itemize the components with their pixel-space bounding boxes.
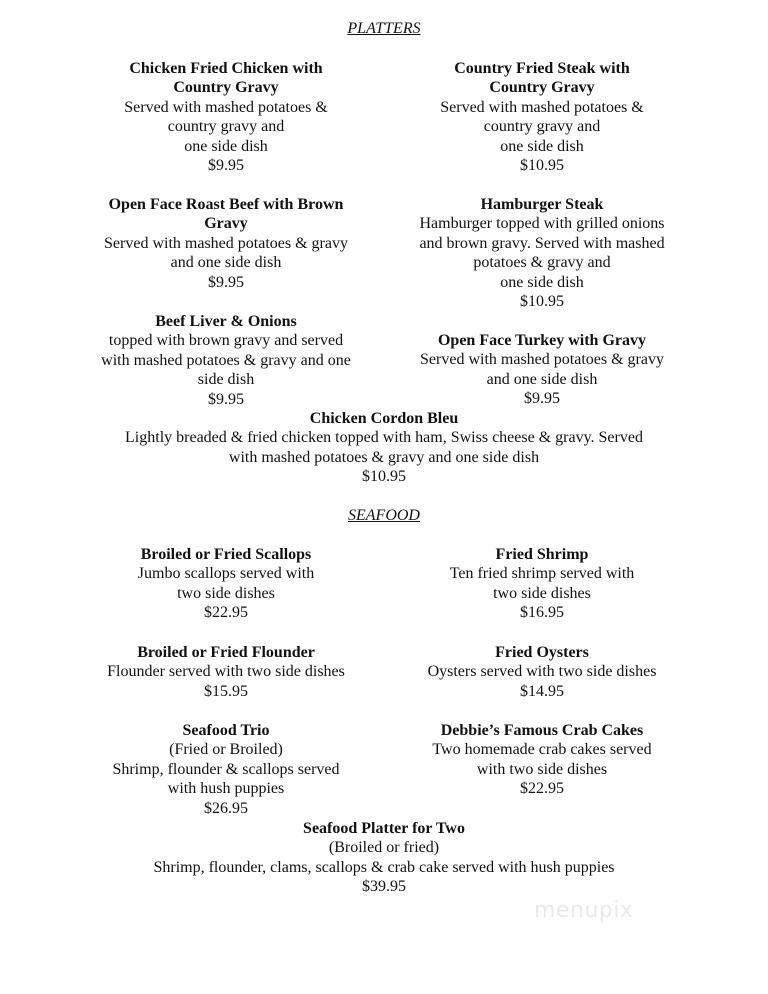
menupix-watermark: menupix [534,898,634,923]
item-price: $9.95 [208,157,244,175]
item-description: one side dish [500,137,584,155]
item-description: Lightly breaded & fried chicken topped with ham, Swiss cheese & gravy. Served [125,429,643,447]
item-description: with two side dishes [476,760,608,778]
item-description: Shrimp, flounder, clams, scallops & crab cake served with hush puppies [153,858,615,876]
item-name: Broiled or Fried Flounder [137,644,315,661]
item-price: $9.95 [208,390,244,408]
item-description: topped with brown gravy and served [108,332,344,350]
item-name: Hamburger Steak [480,196,604,213]
item-description: country gravy and [483,118,601,136]
item-price: $16.95 [520,604,564,622]
item-description: two side dishes [493,584,591,602]
item-price: $22.95 [204,604,248,622]
menu-item-chicken-cordon-bleu [20,409,748,487]
menu-item-seafood-platter-for-two [20,819,748,897]
item-description: Flounder served with two side dishes [107,663,345,681]
item-description: (Fried or Broiled) [169,741,283,759]
item-description: Hamburger topped with grilled onions [419,215,665,233]
item-description: with mashed potatoes & gravy and one [101,351,351,369]
item-name: Open Face Turkey with Gravy [437,332,646,349]
item-description: Served with mashed potatoes & gravy [104,234,348,252]
item-price: $15.95 [204,682,248,700]
item-name: Fried Oysters [495,644,589,661]
menu-item-hamburger-steak [402,195,682,311]
item-description: Two homemade crab cakes served [432,741,652,759]
menu-item-country-fried-steak [402,59,682,175]
item-description: and one side dish [170,254,282,272]
item-price: $10.95 [520,293,564,311]
item-description: Ten fried shrimp served with [449,565,635,583]
item-name: Country Gravy [489,79,595,97]
menu-item-open-face-roast-beef [86,195,366,292]
item-description: Served with mashed potatoes & gravy [420,351,664,369]
item-price: $9.95 [208,273,244,291]
item-name: Chicken Fried Chicken with [129,60,323,77]
menu-item-crab-cakes [402,721,682,799]
menu-item-beef-liver [86,312,366,409]
item-name: Beef Liver & Onions [155,313,297,330]
item-name: Country Gravy [173,79,279,97]
item-description: Oysters served with two side dishes [427,663,657,681]
menu-item-fried-oysters [402,643,682,701]
item-description: Shrimp, flounder & scallops served [112,760,340,778]
item-description: Served with mashed potatoes & [440,98,644,116]
item-name: Open Face Roast Beef with Brown [108,196,344,213]
item-description: potatoes & gravy and [473,254,611,272]
item-description: one side dish [184,137,268,155]
item-description: Served with mashed potatoes & [124,98,328,116]
item-description: (Broiled or fried) [328,839,440,857]
item-description: with hush puppies [167,780,285,798]
item-description: country gravy and [167,118,285,136]
item-description: and brown gravy. Served with mashed [419,234,665,252]
menu-item-fried-shrimp [402,545,682,623]
item-price: $22.95 [520,780,564,798]
item-description: with mashed potatoes & gravy and one side dish [228,448,540,466]
item-name: Debbie’s Famous Crab Cakes [440,722,644,739]
item-name: Broiled or Fried Scallops [140,546,312,563]
item-price: $10.95 [362,468,406,486]
item-name: Seafood Platter for Two [303,820,465,837]
item-price: $10.95 [520,157,564,175]
menu-item-chicken-fried-chicken [86,59,366,175]
item-description: two side dishes [177,584,275,602]
menu-item-seafood-trio [86,721,366,818]
section-title-seafood: SEAFOOD [348,507,420,524]
item-name: Country Fried Steak with [454,60,630,77]
menu-item-scallops [86,545,366,623]
item-price: $9.95 [524,390,560,408]
item-description: and one side dish [486,370,598,388]
item-price: $14.95 [520,682,564,700]
item-price: $26.95 [204,799,248,817]
item-description: side dish [197,371,255,389]
menu-item-open-face-turkey [402,331,682,409]
item-description: Jumbo scallops served with [137,565,315,583]
section-title-platters: PLATTERS [347,20,421,37]
item-name: Fried Shrimp [495,546,589,563]
item-name: Chicken Cordon Bleu [309,410,459,427]
menu-item-flounder [86,643,366,701]
item-name: Gravy [204,215,248,233]
item-price: $39.95 [362,878,406,896]
item-name: Seafood Trio [182,722,270,739]
item-description: one side dish [500,273,584,291]
